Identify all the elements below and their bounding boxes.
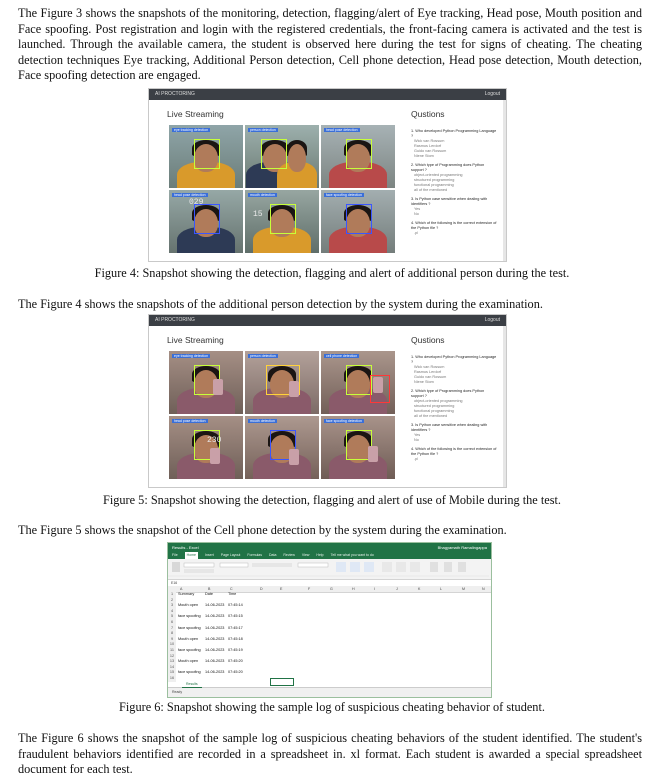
tab-view[interactable]: View [301,553,310,557]
live-streaming-title: Live Streaming [167,109,224,119]
table-cell[interactable]: face spoofing [178,625,201,630]
camera-frame: 029 head pose detection [169,190,243,253]
paragraph-figure3: The Figure 3 shows the snapshots of the monitoring, detection, flagging/alert of Eye tracking, Head pose, Mouth position and Face spoofing. Post registration and login with the registered credentials, the front-facing camera is activated and the test is launched. Through the available camera, the student is observed here during the test for signs of cheating. The cheating detection techniques Eye tracking, Additional Person detection, Cell phone detection, Head pose detection, Mouth detection, Face spoofing detection are engaged. [18,6,642,82]
figure5-screenshot [148,314,507,488]
table-cell[interactable]: 14-06-2023 [205,625,225,630]
paragraph-figure4: The Figure 4 shows the snapshots of the additional person detection by the system during the examination. [18,297,543,311]
figure4-caption: Figure 4: Snapshot showing the detection, flagging and alert of additional person during the test. [94,266,570,280]
answer-option[interactable]: object-oriented programming [414,399,463,403]
name-box[interactable]: E16 [171,581,178,585]
app-topbar [149,315,506,326]
tab-insert[interactable]: Insert [204,553,214,557]
answer-option[interactable]: structured programming [414,404,455,408]
ribbon-tabs [168,552,491,559]
excel-titlebar [168,543,491,552]
scrollbar[interactable] [503,326,506,487]
answer-option[interactable]: functional programming [414,183,454,187]
answer-option[interactable]: structured programming [414,178,455,182]
row-number[interactable]: 16 [169,676,175,680]
row-number[interactable]: 6 [168,620,176,626]
answer-option[interactable]: Niene Stom [414,154,434,158]
questions-panel [411,355,497,462]
answer-option[interactable]: Rasmus Lerdorf [414,370,442,374]
camera-grid [169,351,395,479]
answer-option[interactable]: all of the mentioned [414,414,448,418]
question-item: 4. Which of the following is the correct extension of the Python file ? .pl [411,221,497,235]
answer-option[interactable]: Guido van Rossum [414,375,447,379]
column-header[interactable]: G [330,587,333,591]
table-cell[interactable]: 14-06-2023 [205,648,225,652]
column-header[interactable]: E [280,587,283,591]
user-name: Bhagyamath Ramalingappa [437,545,487,550]
row-number[interactable]: 2 [168,598,176,604]
worksheet[interactable] [168,586,491,688]
column-header[interactable]: M [462,587,465,591]
camera-frame: eye tracking detection [169,351,243,414]
questions-title: Qustions [411,335,445,345]
table-cell[interactable]: Time [228,592,237,596]
table-cell[interactable]: 07:45:20 [228,670,243,675]
table-cell[interactable]: 14-06-2023 [205,670,225,675]
column-header[interactable]: C [230,587,233,591]
row-number[interactable]: 8 [168,631,176,637]
camera-frame: person detection [245,351,319,414]
answer-option[interactable]: object-oriented programming [414,173,463,177]
column-header[interactable]: F [308,587,311,591]
answer-option[interactable]: Yes [414,433,421,437]
camera-frame: cell phone detection [321,351,395,414]
column-header[interactable]: D [260,587,263,591]
answer-option[interactable]: .pl [414,457,419,461]
tell-me-box[interactable]: Tell me what you want to do [330,553,374,557]
row-number[interactable]: 13 [169,659,175,664]
row-number[interactable]: 4 [168,609,176,615]
answer-option[interactable]: Guido van Rossum [414,149,447,153]
row-number[interactable]: 3 [168,603,176,609]
question-item: 1. Who developed Python Programming Language ? Wick van Rossum Rasmus Lerdorf Guido van Rossum Niene Stom [411,355,497,384]
table-cell[interactable]: 07:45:15 [228,614,243,619]
answer-option[interactable]: all of the mentioned [414,188,448,192]
paragraph-figure6: The Figure 6 shows the snapshot of the sample log of suspicious cheating behaviors of the student identified. The student's fraudulent behaviors identified are recorded in a spreadsheet in. xl format. Each student is awarded a special spreadsheet document for each test. [18,731,642,776]
app-topbar [149,89,506,100]
brand-label: AI PROCTORING [155,317,195,323]
figure5-caption: Figure 5: Snapshot showing the detection, flagging and alert of use of Mobile during the test. [103,493,561,507]
tab-home[interactable]: Home [186,553,196,557]
row-number[interactable]: 9 [168,637,176,643]
live-streaming-title: Live Streaming [167,335,224,345]
active-cell[interactable] [270,678,294,686]
row-number[interactable]: 11 [168,648,176,654]
question-item: 4. Which of the following is the correct extension of the Python file ? .pl [411,447,497,461]
column-header[interactable]: J [396,587,398,591]
paragraph-figure5: The Figure 5 shows the snapshot of the Cell phone detection by the system during the examination. [18,523,507,537]
row-number[interactable]: 1 [168,592,176,598]
tab-formulas[interactable]: Formulas [247,553,262,557]
row-number[interactable]: 5 [168,614,176,620]
tab-data[interactable]: Data [269,553,277,557]
camera-frame: mouth detection [245,416,319,479]
logout-link[interactable]: Logout [484,91,500,97]
row-number[interactable]: 14 [169,664,175,669]
question-item: 1. Who developed Python Programming Language ? Wick van Rossum Rasmus Lerdorf Guido van Rossum Niene Stom [411,129,497,158]
status-text: Ready [172,690,183,694]
column-header[interactable]: K [418,587,421,591]
answer-option[interactable]: Rasmus Lerdorf [414,144,442,148]
camera-frame: 230 head pose detection [169,416,243,479]
column-header[interactable]: H [352,587,355,591]
excel-window [167,542,492,698]
column-header[interactable]: N [482,587,485,591]
table-cell[interactable]: face spoofing [178,670,201,675]
row-number[interactable]: 7 [168,626,176,632]
camera-frame: eye tracking detection [169,125,243,188]
row-number[interactable]: 12 [169,653,175,658]
question-item: 3. Is Python case sensitive when dealing with identifiers ? Yes No [411,423,497,443]
column-header[interactable]: B [208,587,211,591]
detection-counter: 029 [189,198,204,207]
answer-option[interactable]: Wick van Rossum [414,365,445,369]
table-cell[interactable]: 07:45:19 [228,648,243,652]
figure4-screenshot [148,88,507,262]
table-cell[interactable]: Mouth open [178,603,199,608]
table-cell[interactable]: 07:45:18 [228,636,243,641]
answer-option[interactable]: No [414,438,419,442]
camera-frame: head pose detection [321,125,395,188]
table-cell[interactable]: Mouth open [178,636,199,641]
table-cell[interactable]: 07:45:20 [228,659,243,664]
column-header[interactable]: I [374,587,375,591]
scrollbar[interactable] [503,100,506,261]
question-item: 2. Which type of Programming does Python support ? object-oriented programming structured programming functional programming all of the mentioned [411,389,497,419]
camera-grid [169,125,395,253]
brand-label: AI PROCTORING [155,91,195,97]
ribbon-icons [168,559,489,579]
tab-review[interactable]: Review [283,553,295,557]
table-cell[interactable]: Summary [178,592,195,596]
table-cell[interactable]: 14-06-2023 [205,636,225,641]
figure6-caption: Figure 6: Snapshot showing the sample log of suspicious cheating behavior of student. [119,700,545,714]
questions-panel [411,129,497,236]
answer-option[interactable]: .pl [414,231,419,235]
answer-option[interactable]: Niene Stom [414,380,434,384]
answer-option[interactable]: functional programming [414,409,454,413]
table-cell[interactable]: face spoofing [178,614,201,619]
answer-option[interactable]: Wick van Rossum [414,139,445,143]
tab-file[interactable]: File [172,553,178,557]
logout-link[interactable]: Logout [484,317,500,323]
answer-option[interactable]: Yes [414,207,421,211]
row-number[interactable]: 15 [169,670,175,675]
table-cell[interactable]: 14-06-2023 [205,603,225,608]
camera-frame: person detection [245,125,319,188]
questions-title: Qustions [411,109,445,119]
row-number[interactable]: 10 [169,642,175,647]
column-header[interactable]: A [180,587,183,591]
question-item: 3. Is Python case sensitive when dealing with identifiers ? Yes No [411,197,497,217]
table-cell[interactable]: Mouth open [178,659,199,664]
question-item: 2. Which type of Programming does Python support ? object-oriented programming structured programming functional programming all of the mentioned [411,163,497,193]
table-cell[interactable]: Date [205,592,214,596]
table-cell[interactable]: 07:45:17 [228,625,243,630]
detection-counter: 15 [253,210,263,219]
column-header[interactable]: L [440,587,442,591]
table-cell[interactable]: 07:45:14 [228,603,243,608]
status-bar [168,687,491,697]
tab-page-layout[interactable]: Page Layout [220,553,241,557]
detection-counter: 230 [207,436,222,445]
table-cell[interactable]: 14-06-2023 [205,614,225,619]
camera-frame: face spoofing detection [321,416,395,479]
camera-frame: face spoofing detection [321,190,395,253]
ribbon [168,559,491,580]
answer-option[interactable]: No [414,212,419,216]
tab-help[interactable]: Help [316,553,324,557]
camera-frame: 15 mouth detection [245,190,319,253]
sheet-tab-results[interactable]: Results [182,681,202,688]
table-row [168,676,491,682]
table-cell[interactable]: face spoofing [178,648,201,652]
window-title: Results - Excel [172,545,199,550]
table-cell[interactable]: 14-06-2023 [205,659,225,664]
